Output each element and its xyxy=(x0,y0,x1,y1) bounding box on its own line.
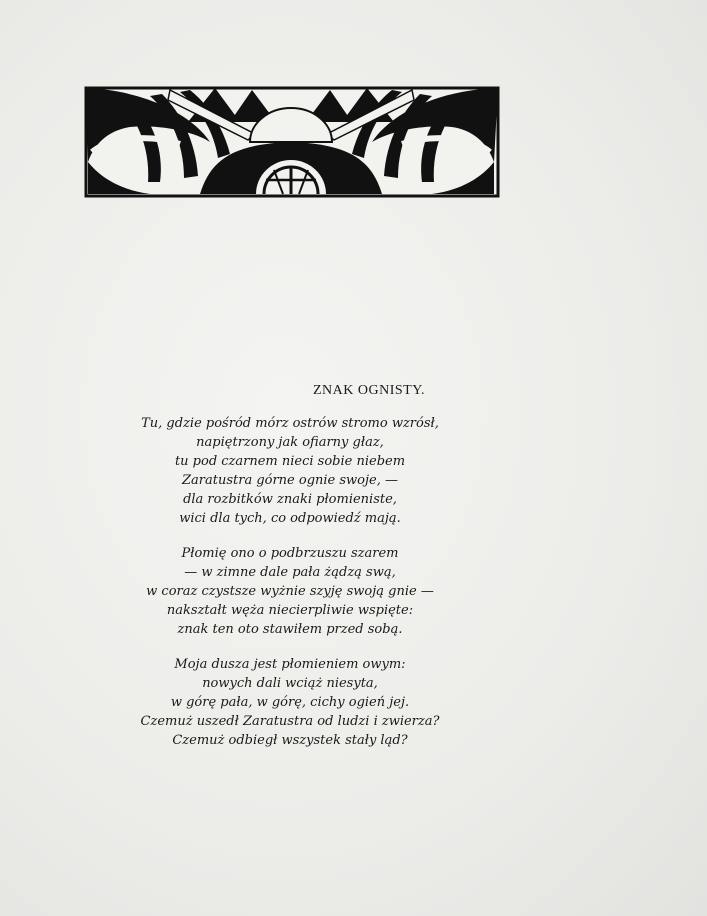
stanza xyxy=(0,414,580,528)
poem-line: Zaratustra górne ognie swoje, — xyxy=(181,473,399,488)
poem-line: dla rozbitków znaki płomieniste, xyxy=(183,492,397,507)
poem-line: — w zimne dale pała żądzą swą, xyxy=(184,565,396,580)
poem-line: napiętrzony jak ofiarny głaz, xyxy=(196,435,384,450)
poem-line: Płomię ono o podbrzuszu szarem xyxy=(181,546,399,561)
poem-line: tu pod czarnem nieci sobie niebem xyxy=(174,454,406,469)
decorative-header-ornament-icon xyxy=(80,82,502,202)
poem-line: wici dla tych, co odpowiedź mają. xyxy=(179,511,401,526)
poem-title: ZNAK OGNISTY. xyxy=(313,383,426,398)
poem-line: Moja dusza jest płomieniem owym: xyxy=(174,657,406,672)
poem-body xyxy=(0,414,580,766)
poem-line: znak ten oto stawiłem przed sobą. xyxy=(177,622,403,637)
poem-line: nakształt węża niecierpliwie wspięte: xyxy=(166,603,414,618)
stanza xyxy=(0,655,580,750)
poem-line: w coraz czystsze wyżnie szyję swoją gnie — xyxy=(146,584,434,599)
poem-line: nowych dali wciąż niesyta, xyxy=(202,676,378,691)
poem-line: Czemuż uszedł Zaratustra od ludzi i zwierza? xyxy=(140,714,440,729)
stanza xyxy=(0,544,580,639)
poem-line: Tu, gdzie pośród mórz ostrów stromo wzrósł, xyxy=(141,416,439,431)
poem-line: Czemuż odbiegł wszystek stały ląd? xyxy=(172,733,408,748)
poem-line: w górę pała, w górę, cichy ogień jej. xyxy=(170,695,410,710)
